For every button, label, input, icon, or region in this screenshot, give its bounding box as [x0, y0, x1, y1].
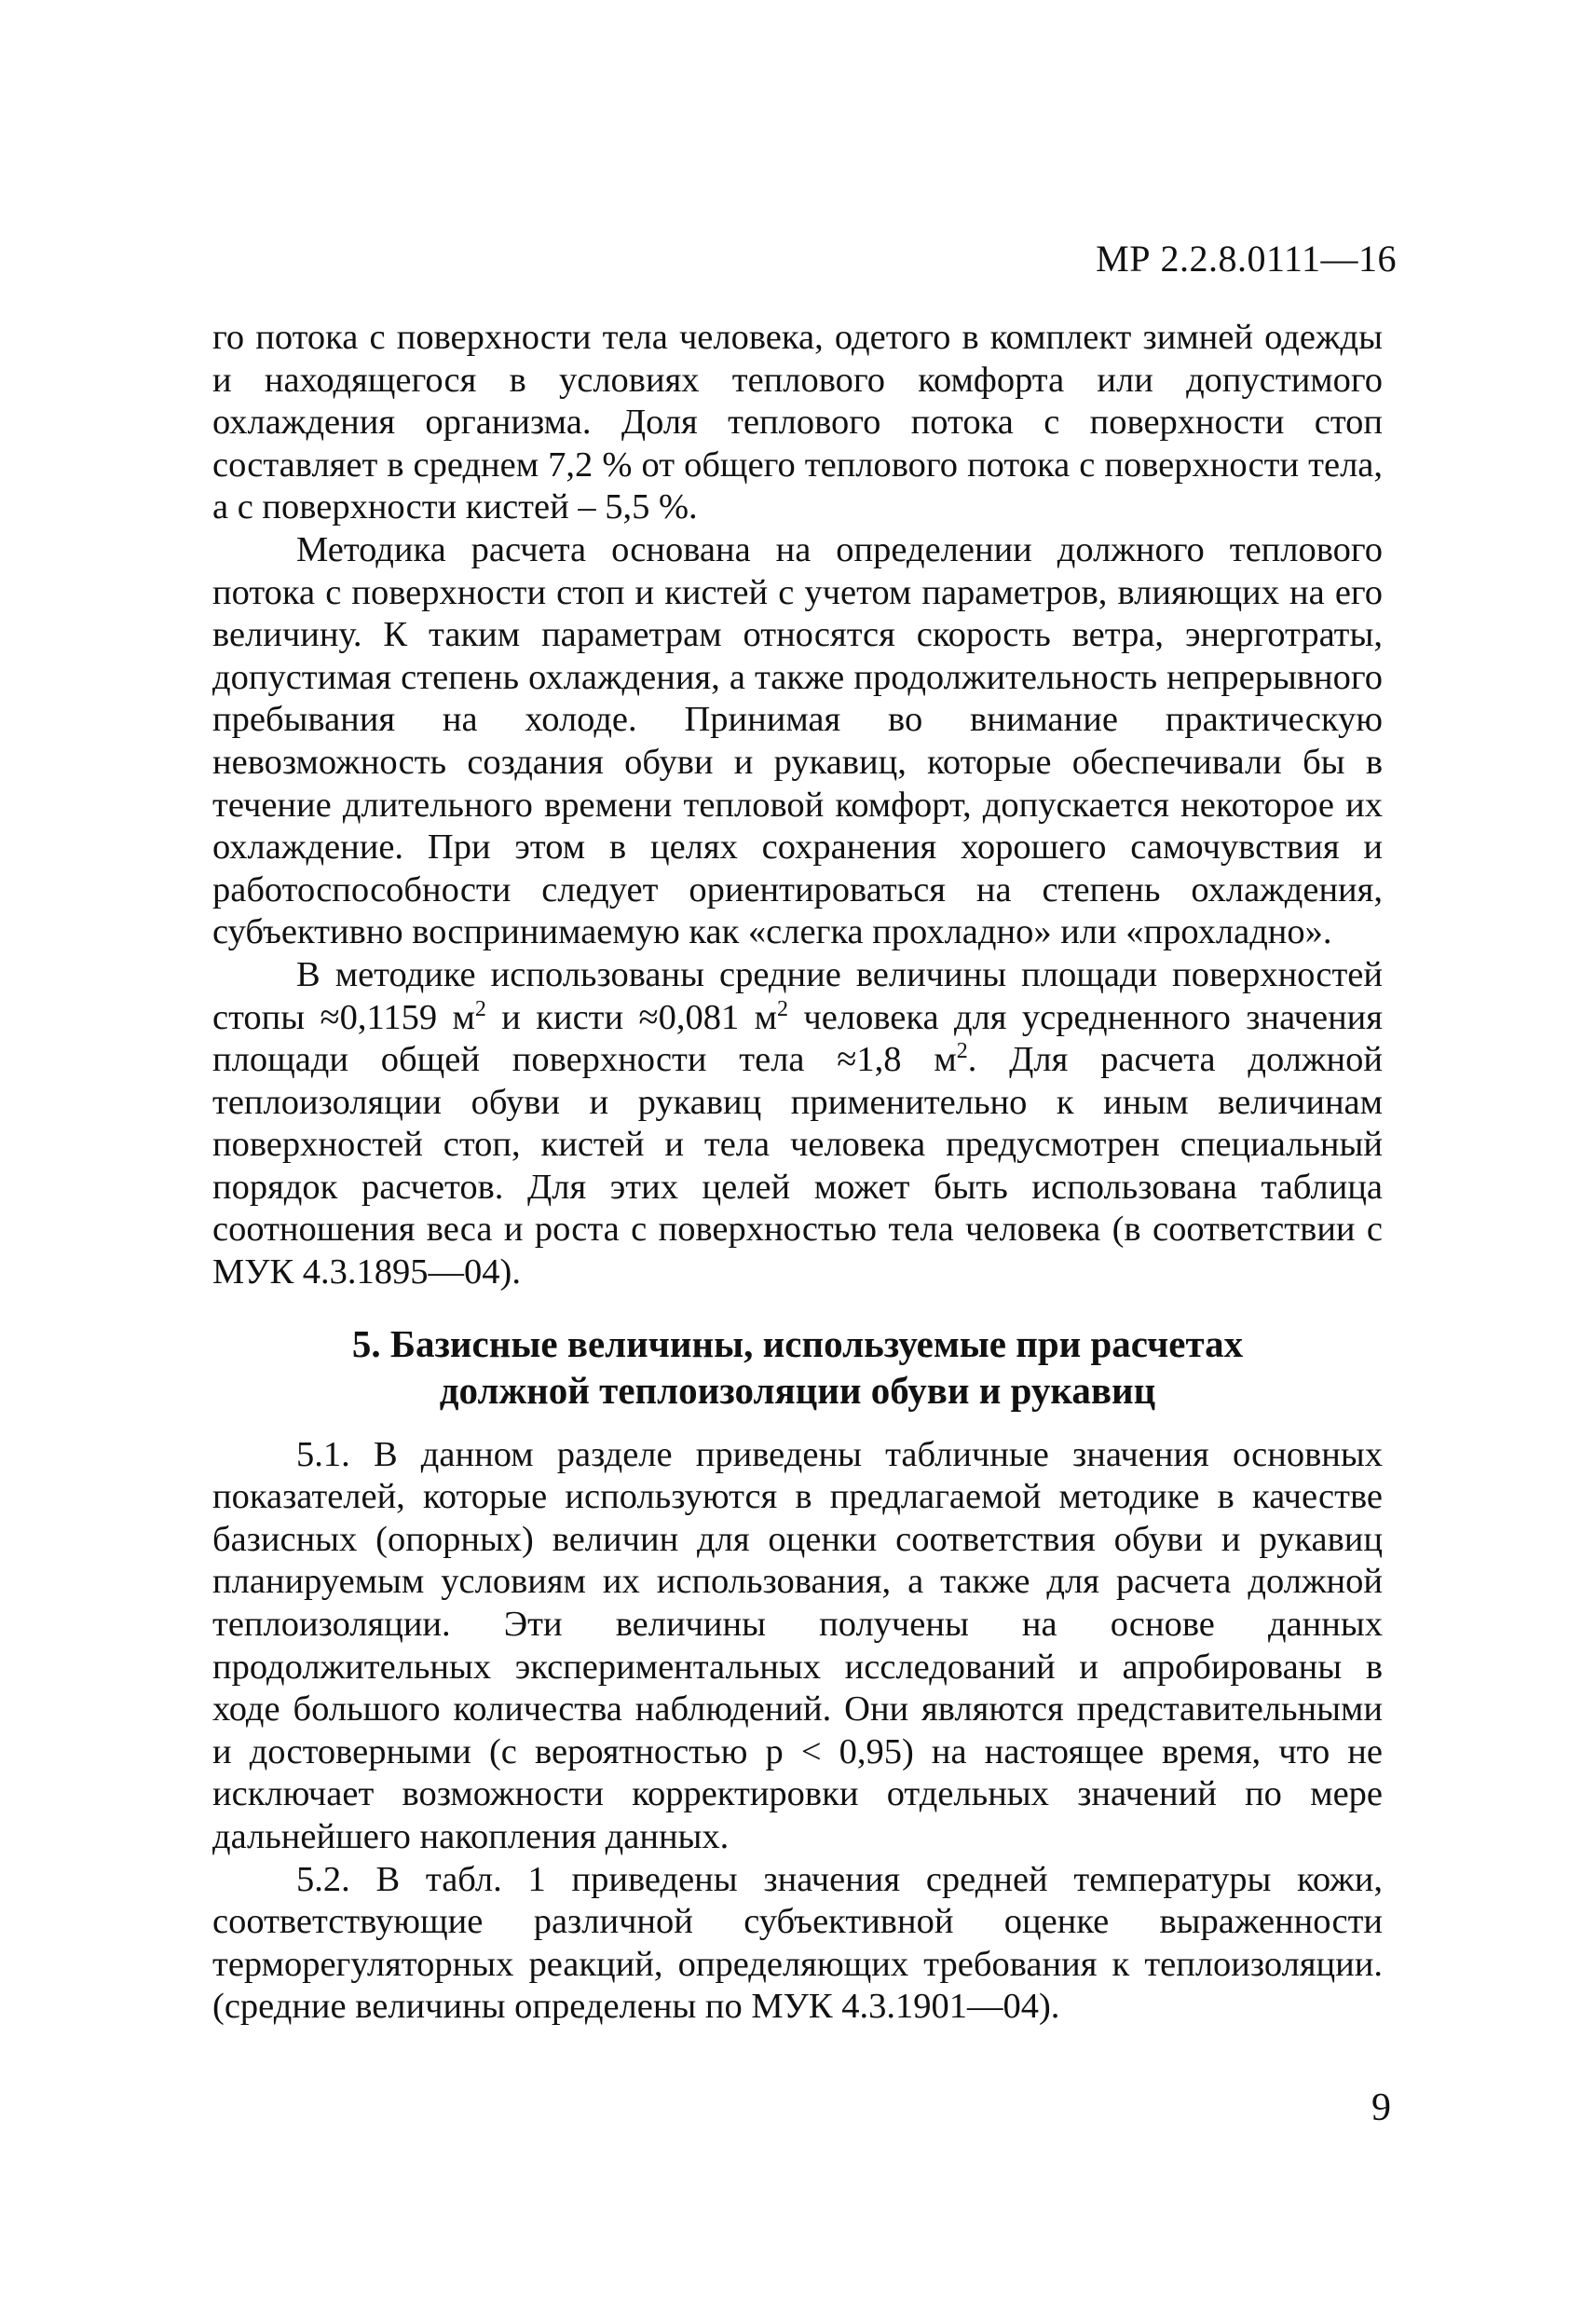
superscript: 2: [956, 1039, 968, 1064]
paragraph-continued: го потока с поверхности тела человека, одетого в комплект зимней одежды и находящегося в условиях теплового комфорта или допустимого охлаждения организма. Доля теплового потока с поверхности стоп составляет в среднем 7,2 % от общего теплового потока с поверхности тела, а с поверхности кистей – 5,5 %.: [212, 318, 1383, 527]
paragraph-5-2: 5.2. В табл. 1 приведены значения средней температуры кожи, соответствующие различной субъективной оценке выраженности терморегуляторных реакций, определяющих требования к теплоизоляции. (средние величины определены по МУК 4.3.1901—04).: [212, 1859, 1383, 2027]
paragraph-5-1: 5.1. В данном разделе приведены табличные значения основных показателей, которые используются в предлагаемой методике в качестве базисных (опорных) величин для оценки соответствия обуви и рукавиц планируемым условиям их использования, а также для расчета должной теплоизоляции. Эти величины получены на основе данных продолжительных экспериментальных исследований и апробированы в ходе большого количества наблюдений. Они являются представительными и достоверными (с вероятностью p < 0,95) на настоящее время, что не исключает возможности корректировки отдельных значений по мере дальнейшего накопления данных.: [212, 1434, 1383, 1856]
superscript: 2: [777, 996, 789, 1021]
superscript: 2: [474, 996, 486, 1021]
page-number: 9: [1371, 2086, 1391, 2129]
text-fragment: человека для усредненного значения площади общей поверхности тела ≈1,8 м: [212, 997, 1383, 1080]
section-heading-line: 5. Базисные величины, используемые при расчетах: [351, 1321, 1244, 1365]
document-code-header: МР 2.2.8.0111—16: [1096, 238, 1397, 280]
section-heading-line: должной теплоизоляции обуви и рукавиц: [439, 1368, 1156, 1412]
text-fragment: . Для расчета должной теплоизоляции обуви и рукавиц применительно к иным величинам поверхностей стоп, кистей и тела человека предусмотрен специальный порядок расчетов. Для этих целей может быть использована таблица соотношения веса и роста с поверхностью тела человека (в соответствии с МУК 4.3.1895—04).: [212, 1040, 1383, 1292]
section-heading: [212, 1320, 1383, 1414]
paragraph-surface-areas: [212, 954, 1383, 1294]
text-fragment: В методике использованы средние величины площади поверхностей стопы ≈0,1159 м: [212, 954, 1383, 1037]
text-fragment: и кисти ≈0,081 м: [485, 997, 778, 1037]
page-body: [212, 317, 1383, 2029]
paragraph-methodology: Методика расчета основана на определении должного теплового потока с поверхности стоп и кистей с учетом параметров, влияющих на его величину. К таким параметрам относятся скорость ветра, энерготраты, допустимая степень охлаждения, а также продолжительность непрерывного пребывания на холоде. Принимая во внимание практическую невозможность создания обуви и рукавиц, которые обеспечивали бы в течение длительного времени тепловой комфорт, допускается некоторое их охлаждение. При этом в целях сохранения хорошего самочувствия и работоспособности следует ориентироваться на степень охлаждения, субъективно воспринимаемую как «слегка прохладно» или «прохладно».: [212, 529, 1383, 952]
